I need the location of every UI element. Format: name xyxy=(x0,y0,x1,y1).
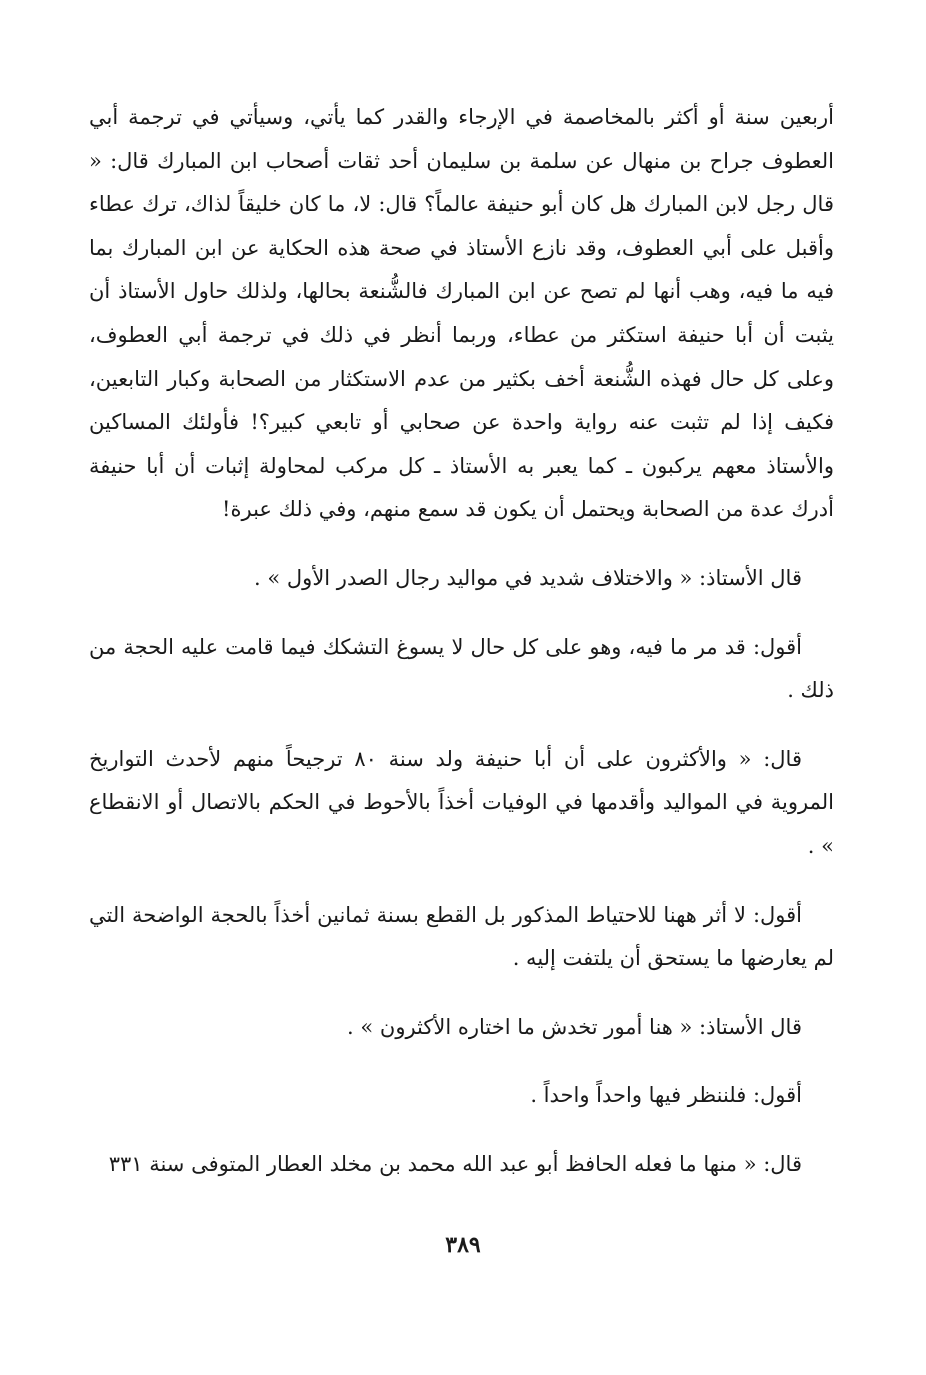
paragraph-gap xyxy=(89,713,834,738)
paragraph-7: أقول: فلننظر فيها واحداً واحداً . xyxy=(530,1083,802,1108)
paragraph-8: قال: « منها ما فعله الحافظ أبو عبد الله محمد بن مخلد العطار المتوفى سنة ٣٣١ xyxy=(108,1151,802,1176)
paragraph-5: أقول: لا أثر ههنا للاحتياط المذكور بل القطع بسنة ثمانين أخذاً بالحجة الواضحة التي لم يعارضها ما يستحق أن يلتفت إليه . xyxy=(89,902,834,971)
paragraph-gap xyxy=(89,1118,834,1143)
paragraph-gap xyxy=(89,1049,834,1074)
paragraph-4: قال: « والأكثرون على أن أبا حنيفة ولد سنة ٨٠ ترجيحاً منهم لأحدث التواريخ المروية في المواليد وأقدمها في الوفيات أخذاً بالأحوط في الحكم بالاتصال أو الانقطاع » . xyxy=(89,746,834,858)
paragraph-6: قال الأستاذ: « هنا أمور تخدش ما اختاره الأكثرون » . xyxy=(347,1014,802,1039)
paragraph-gap xyxy=(89,601,834,626)
paragraph-2: قال الأستاذ: « والاختلاف شديد في مواليد رجال الصدر الأول » . xyxy=(254,565,802,590)
page-number: ٣٨٩ xyxy=(445,1232,481,1258)
paragraph-1: أربعين سنة أو أكثر بالمخاصمة في الإرجاء والقدر كما يأتي، وسيأتي في ترجمة أبي العطوف جراح بن منهال عن سلمة بن سليمان أحد ثقات أصحاب ابن المبارك قال: « قال رجل لابن المبارك هل كان أبو حنيفة عالماً؟ قال: لا، ما كان خليقاً لذاك، ترك عطاء وأقبل على أبي العطوف، وقد نازع الأستاذ في صحة هذه الحكاية عن ابن المبارك بما فيه ما فيه، وهب أنها لم تصح عن ابن المبارك فالشُّنعة بحالها، ولذلك حاول الأستاذ أن يثبت أن أبا حنيفة استكثر من عطاء، وربما أنظر في ذلك في ترجمة أبي العطوف، وعلى كل حال فهذه الشُّنعة أخف بكثير من عدم الاستكثار من الصحابة وكبار التابعين، فكيف إذا لم تثبت عنه رواية واحدة عن صحابي أو تابعي كبير؟! فأولئك المساكين والأستاذ معهم يركبون ـ كما يعبر به الأستاذ ـ كل مركب لمحاولة إثبات أن أبا حنيفة أدرك عدة من الصحابة ويحتمل أن يكون قد سمع منهم، وفي ذلك عبرة! xyxy=(89,105,834,522)
paragraph-gap xyxy=(89,869,834,894)
paragraph-gap xyxy=(89,981,834,1006)
paragraph-3: أقول: قد مر ما فيه، وهو على كل حال لا يسوغ التشكك فيما قامت عليه الحجة من ذلك . xyxy=(89,634,834,703)
paragraph-gap xyxy=(89,532,834,557)
body-text xyxy=(89,96,834,1186)
